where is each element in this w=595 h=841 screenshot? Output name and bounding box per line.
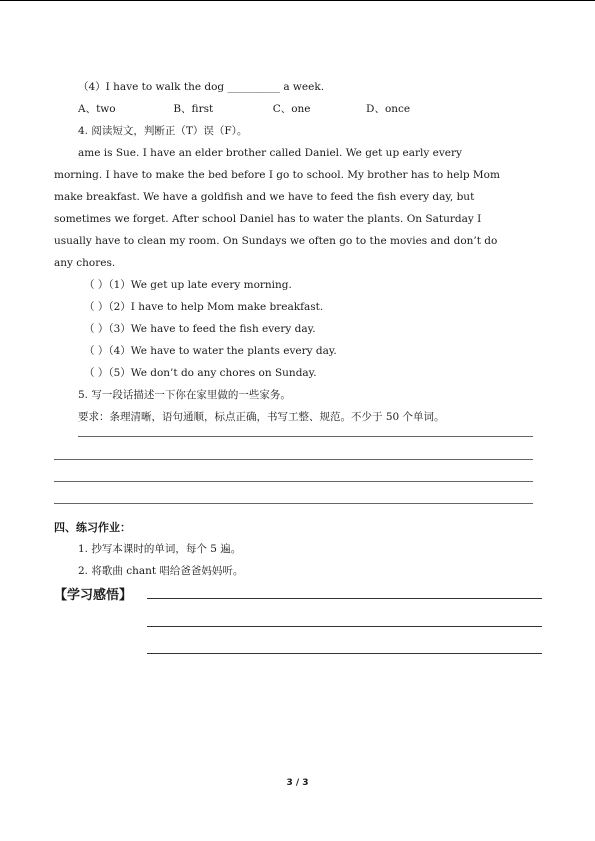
writing-answer-line[interactable] <box>54 481 533 482</box>
option-c: C、one <box>272 103 311 115</box>
homework-item-1: 1. 抄写本课时的单词，每个 5 遍。 <box>78 543 242 555</box>
reflection-line[interactable] <box>147 653 542 654</box>
tf-statement-4[interactable]: （ ）（4）We have to water the plants every day. <box>84 345 337 357</box>
tf-statement-2[interactable]: （ ）（2）I have to help Mom make breakfast. <box>84 301 324 313</box>
writing-answer-line[interactable] <box>54 459 533 460</box>
tf-statement-3[interactable]: （ ）（3）We have to feed the fish every day. <box>84 323 316 335</box>
reading-title: 4. 阅读短文，判断正（T）误（F）。 <box>78 125 248 137</box>
question-4-stem: （4）I have to walk the dog __________ a week. <box>78 81 325 93</box>
option-d: D、once <box>366 103 411 115</box>
passage-line: ame is Sue. I have an elder brother called Daniel. We get up early every <box>78 147 462 159</box>
passage-line: sometimes we forget. After school Daniel has to water the plants. On Saturday I <box>54 213 482 225</box>
homework-heading: 四、练习作业： <box>54 521 131 534</box>
reflection-line[interactable] <box>147 626 542 627</box>
homework-item-2: 2. 将歌曲 chant 唱给爸爸妈妈听。 <box>78 565 244 577</box>
reflection-label: 【学习感悟】 <box>54 588 133 603</box>
writing-answer-line[interactable] <box>78 436 533 437</box>
option-b: B、first <box>173 103 214 115</box>
header-rule <box>0 0 595 1</box>
tf-statement-1[interactable]: （ ）（1）We get up late every morning. <box>84 279 292 291</box>
page-number: 3 / 3 <box>286 778 309 788</box>
passage-line: usually have to clean my room. On Sundays we often go to the movies and don’t do <box>54 235 498 247</box>
passage-line: any chores. <box>54 257 116 269</box>
writing-answer-line[interactable] <box>54 503 533 504</box>
writing-requirement: 要求：条理清晰，语句通顺，标点正确，书写工整、规范。不少于 50 个单词。 <box>78 411 445 423</box>
reflection-line[interactable] <box>147 598 542 599</box>
passage-line: morning. I have to make the bed before I go to school. My brother has to help Mom <box>54 169 500 181</box>
tf-statement-5[interactable]: （ ）（5）We don’t do any chores on Sunday. <box>84 367 317 379</box>
writing-title: 5. 写一段话描述一下你在家里做的一些家务。 <box>78 389 291 401</box>
passage-line: make breakfast. We have a goldfish and we have to feed the fish every day, but <box>54 191 475 203</box>
option-a: A、two <box>78 103 116 115</box>
question-4-options <box>78 102 410 116</box>
